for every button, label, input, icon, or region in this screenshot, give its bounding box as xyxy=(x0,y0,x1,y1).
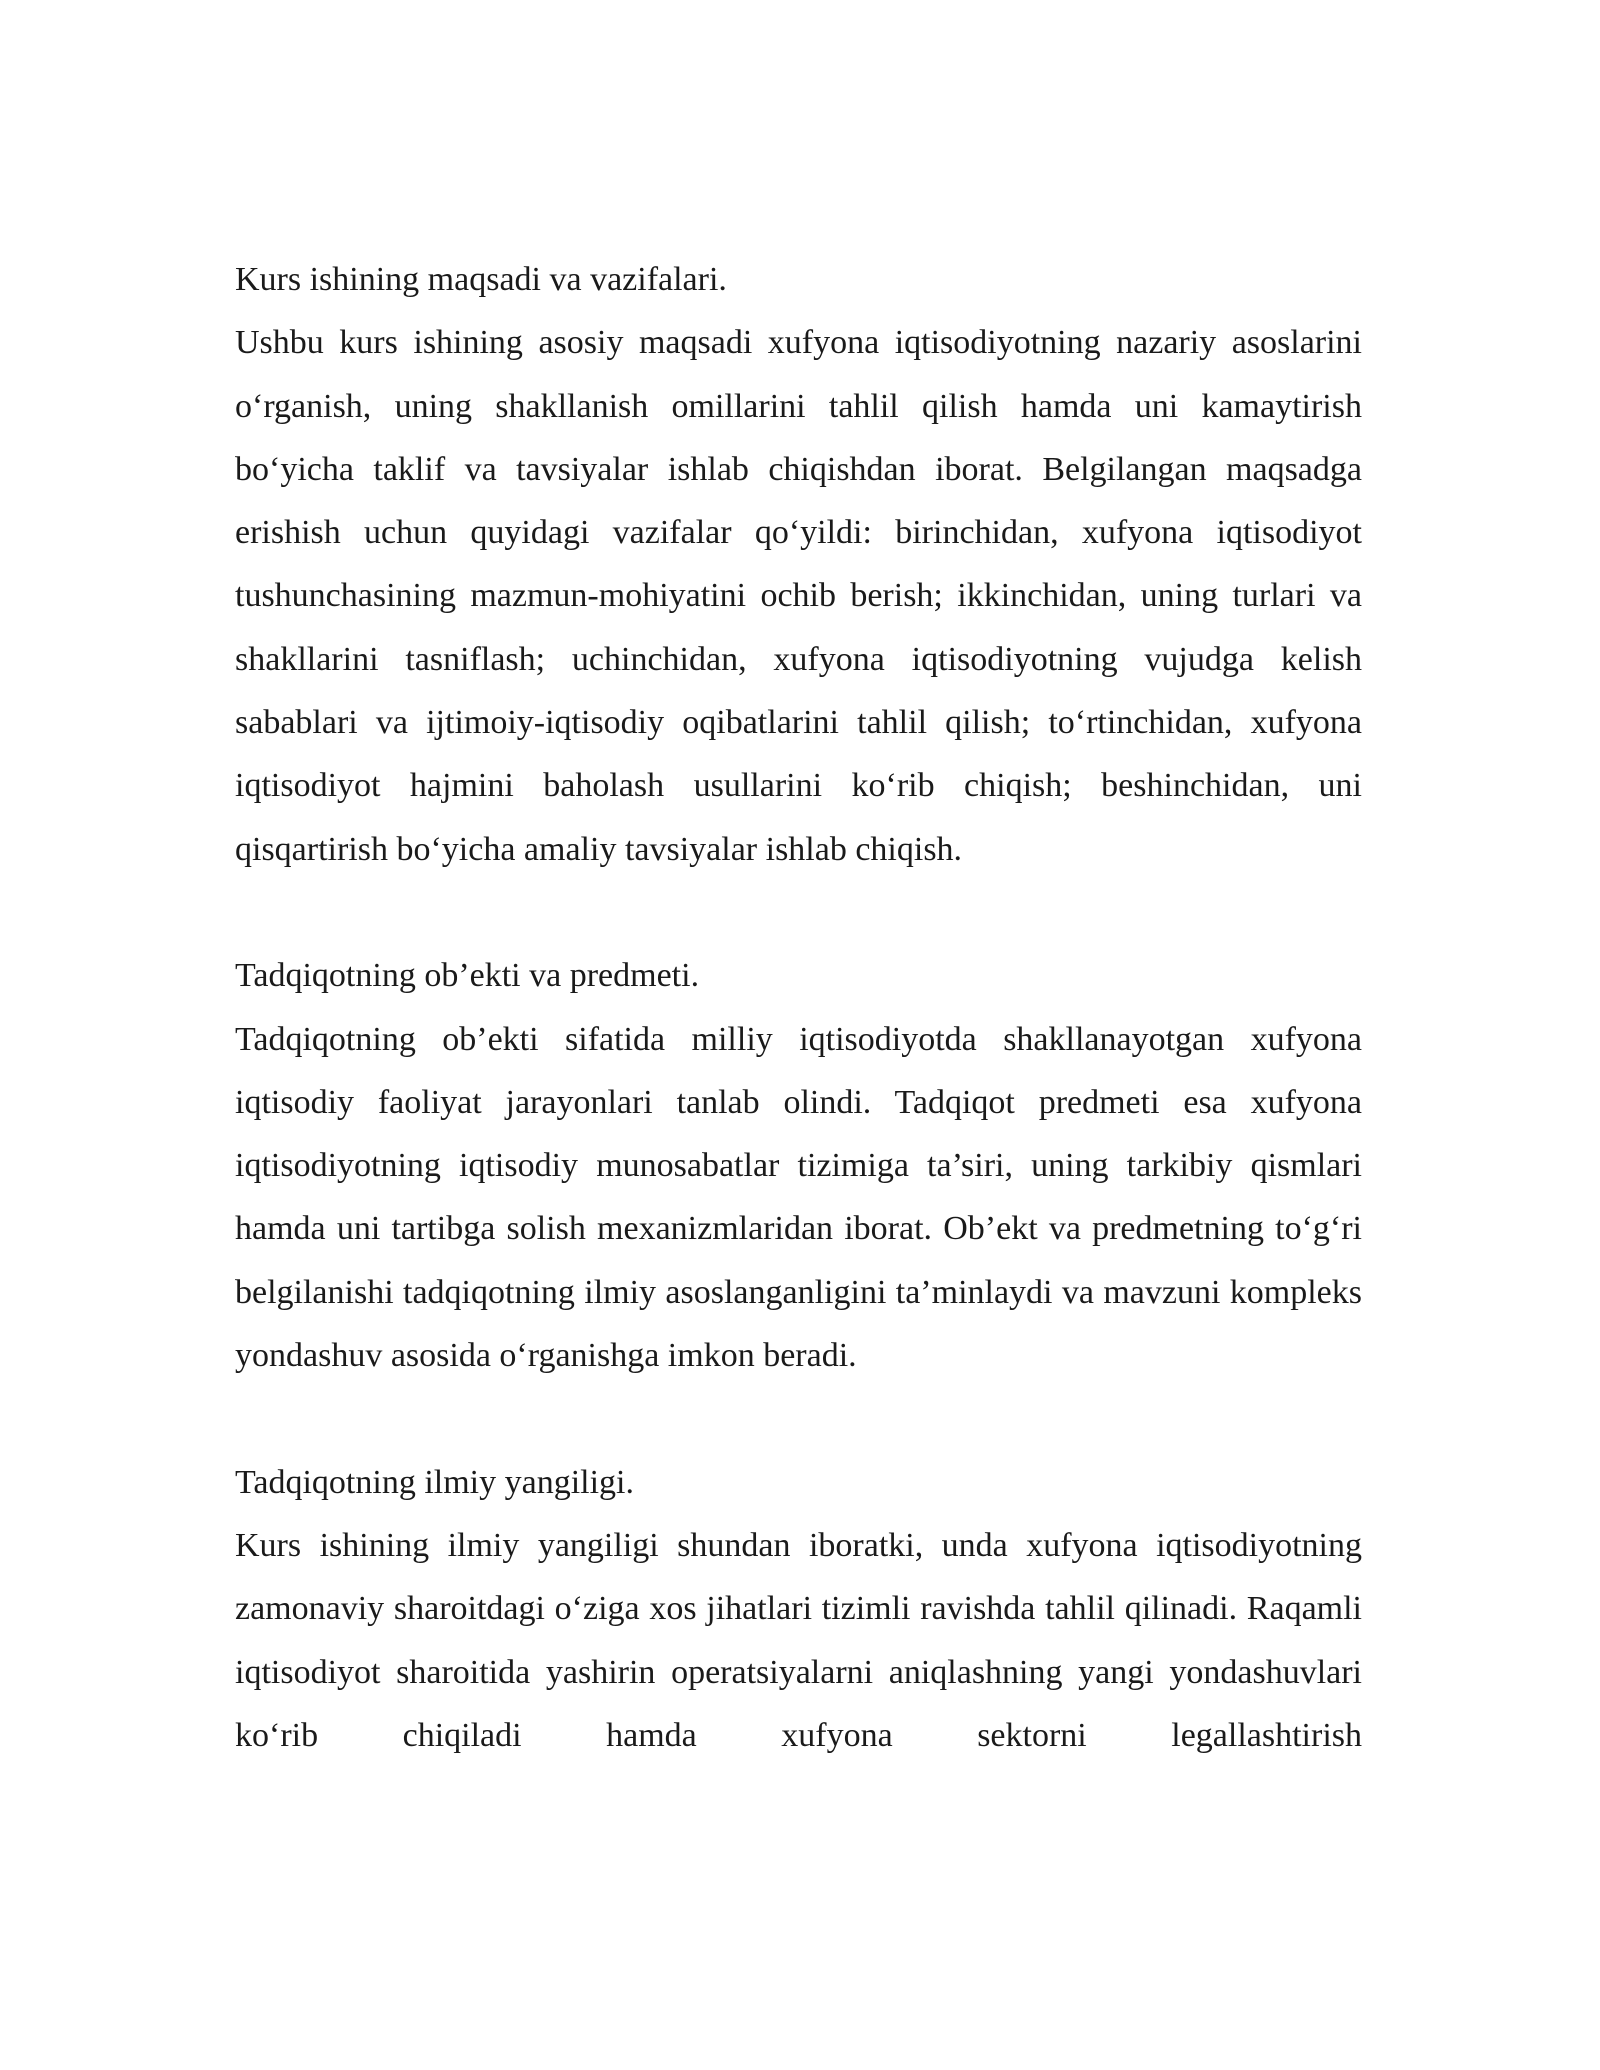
section-goals xyxy=(235,248,1362,881)
section-body-goals: Ushbu kurs ishining asosiy maqsadi xufyona iqtisodiyotning nazariy asoslarini o‘rganish, uning shakllanish omillarini tahlil qilish hamda uni kamaytirish bo‘yicha taklif va tavsiyalar ishlab chiqishdan iborat. Belgilangan maqsadga erishish uchun quyidagi vazifalar qo‘yildi: birinchidan, xufyona iqtisodiyot tushunchasining mazmun-mohiyatini ochib berish; ikkinchidan, uning turlari va shakllarini tasniflash; uchinchidan, xufyona iqtisodiyotning vujudga kelish sabablari va ijtimoiy-iqtisodiy oqibatlarini tahlil qilish; to‘rtinchidan, xufyona iqtisodiyot hajmini baholash usullarini ko‘rib chiqish; beshinchidan, uni qisqartirish bo‘yicha amaliy tavsiyalar ishlab chiqish. xyxy=(235,324,1362,868)
section-title-goals: Kurs ishining maqsadi va vazifalari. xyxy=(235,261,727,298)
document-page xyxy=(235,248,1362,1767)
section-novelty xyxy=(235,1451,1362,1767)
section-body-novelty: Kurs ishining ilmiy yangiligi shundan iboratki, unda xufyona iqtisodiyotning zamonaviy sharoitdagi o‘ziga xos jihatlari tizimli ravishda tahlil qilinadi. Raqamli iqtisodiyot sharoitida yashirin operatsiyalarni aniqlashning yangi yondashuvlari ko‘rib chiqiladi hamda xufyona sektorni legallashtirish xyxy=(235,1526,1362,1754)
section-title-novelty: Tadqiqotning ilmiy yangiligi. xyxy=(235,1463,634,1501)
paragraph-spacer xyxy=(235,881,1362,944)
section-object-subject xyxy=(235,944,1362,1387)
section-body-object-subject: Tadqiqotning ob’ekti sifatida milliy iqtisodiyotda shakllanayotgan xufyona iqtisodiy faoliyat jarayonlari tanlab olindi. Tadqiqot predmeti esa xufyona iqtisodiyotning iqtisodiy munosabatlar tizimiga ta’siri, uning tarkibiy qismlari hamda uni tartibga solish mexanizmlaridan iborat. Ob’ekt va predmetning to‘g‘ri belgilanishi tadqiqotning ilmiy asoslanganligini ta’minlaydi va mavzuni kompleks yondashuv asosida o‘rganishga imkon beradi. xyxy=(235,1020,1362,1375)
section-title-object-subject: Tadqiqotning ob’ekti va predmeti. xyxy=(235,957,700,995)
paragraph-spacer xyxy=(235,1387,1362,1450)
